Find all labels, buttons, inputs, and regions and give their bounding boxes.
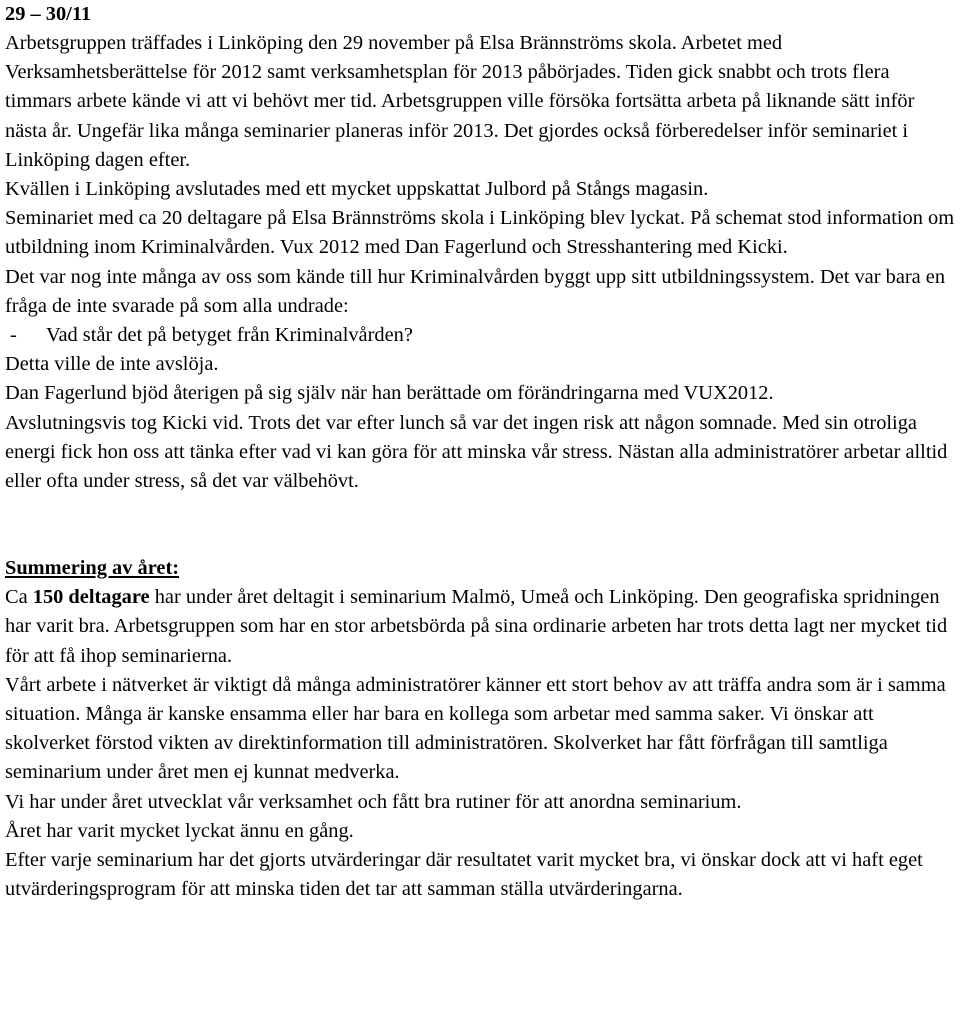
paragraph-routines: Vi har under året utvecklat vår verksamhet och fått bra rutiner för att anordna seminarium. — [5, 790, 742, 813]
paragraph-evaluations: Efter varje seminarium har det gjorts utvärderingar där resultatet varit mycket bra, vi önskar dock att vi haft eget utvärderingsprogram för att minska tiden det tar att samman ställa utvärderingarna. — [5, 849, 923, 901]
paragraph-meeting: Arbetsgruppen träffades i Linköping den 29 november på Elsa Brännströms skola. Arbetet med Verksamhetsberättelse för 2012 samt verksamhetsplan för 2013 påbörjades. Tiden gick snabbt och trots flera timmars arbete kände vi att vi behövt mer tid. Arbetsgruppen ville försöka fortsätta arbeta på liknande sätt inför nästa år. Ungefär lika många seminarier planeras inför 2013. Det gjordes också förberedelser inför seminariet i Linköping dagen efter. — [5, 32, 915, 171]
bullet-item — [5, 321, 957, 350]
paragraph-kicki: Avslutningsvis tog Kicki vid. Trots det var efter lunch så var det ingen risk att någon somnade. Med sin otroliga energi fick hon oss att tänka efter vad vi kan göra för att minska vår stress. Nästan alla administratörer arbetar alltid eller ofta under stress, så det var välbehövt. — [5, 411, 948, 493]
section-spacer — [5, 496, 957, 554]
paragraph-participants — [5, 583, 957, 671]
participants-count: 150 deltagare — [32, 586, 150, 609]
paragraph-kriminalvarden: Det var nog inte många av oss som kände till hur Kriminalvården byggt upp sitt utbildningssystem. Det var bara en fråga de inte svarade på som alla undrade: — [5, 265, 946, 317]
bullet-text: Vad står det på betyget från Kriminalvården? — [46, 324, 413, 347]
paragraph-seminar: Seminariet med ca 20 deltagare på Elsa Brännströms skola i Linköping blev lyckat. På schemat stod information om utbildning inom Kriminalvården. Vux 2012 med Dan Fagerlund och Stresshantering med Kicki. — [5, 207, 955, 259]
paragraph-successful-year: Året har varit mycket lyckat ännu en gång. — [5, 819, 354, 842]
participants-prefix: Ca — [5, 586, 33, 609]
bullet-dash: - — [10, 324, 17, 347]
summary-heading: Summering av året: — [5, 557, 180, 580]
paragraph-julbord: Kvällen i Linköping avslutades med ett mycket uppskattat Julbord på Stångs magasin. — [5, 178, 709, 201]
section-heading-date: 29 – 30/11 — [5, 3, 92, 25]
paragraph-avsloja: Detta ville de inte avslöja. — [5, 353, 219, 376]
document-page — [5, 0, 957, 904]
paragraph-network: Vårt arbete i nätverket är viktigt då många administratörer känner ett stort behov av att träffa andra som är i samma situation. Många är kanske ensamma eller har bara en kollega som arbetar med samma saker. Vi önskar att skolverket förstod vikten av direktinformation till administratören. Skolverket har fått förfrågan till samtliga seminarium under året men ej kunnat medverka. — [5, 673, 946, 784]
paragraph-fagerlund: Dan Fagerlund bjöd återigen på sig själv när han berättade om förändringarna med VUX2012. — [5, 382, 774, 405]
participants-rest: har under året deltagit i seminarium Malmö, Umeå och Linköping. Den geografiska spridningen har varit bra. Arbetsgruppen som har en stor arbetsbörda på sina ordinarie arbeten har trots detta lagt ner mycket tid för att få ihop seminarierna. — [5, 586, 948, 667]
